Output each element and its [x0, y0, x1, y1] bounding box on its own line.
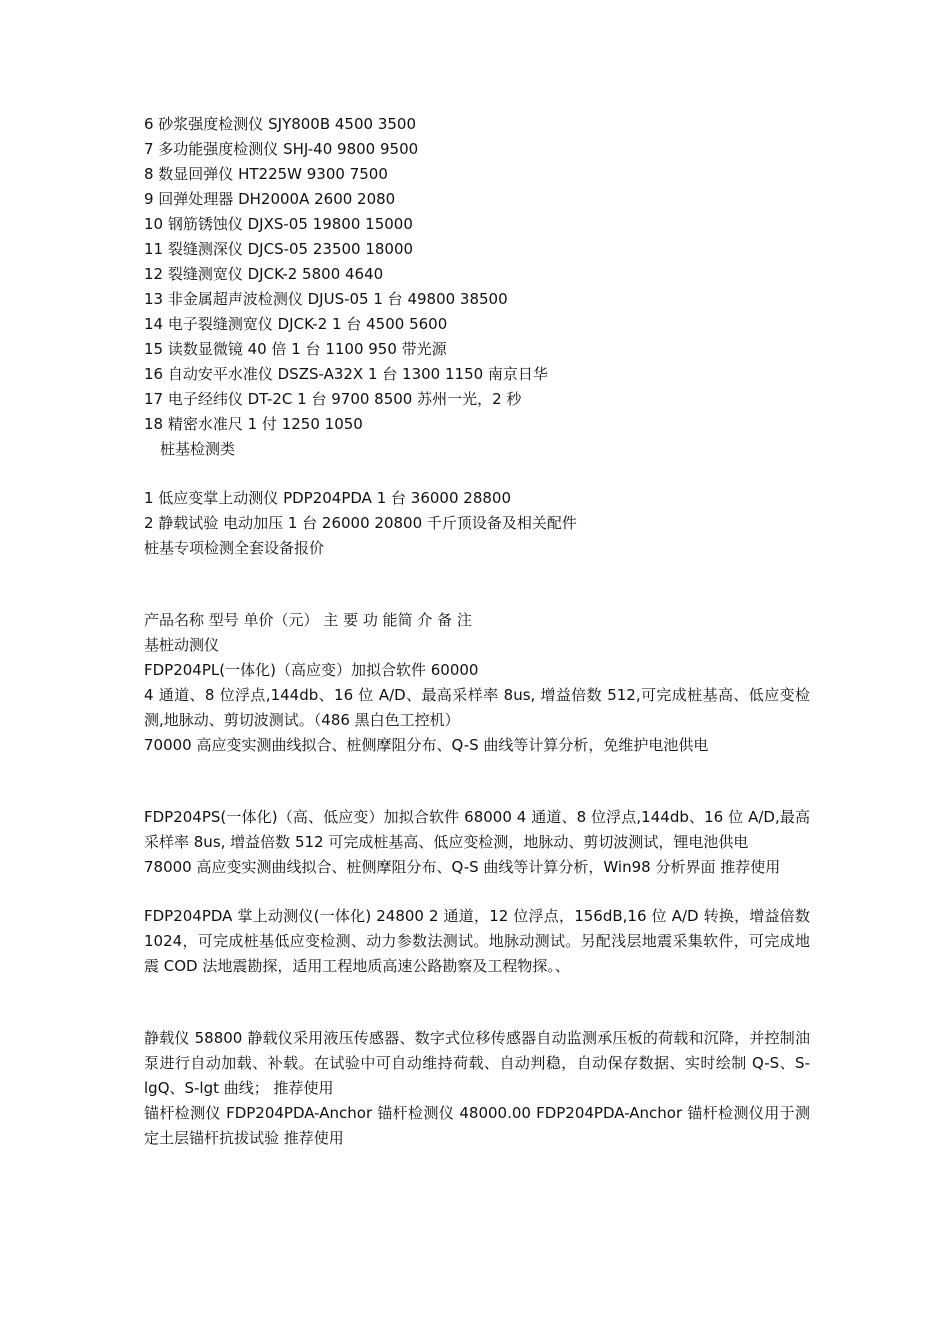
pile-section-title: 桩基检测类	[160, 440, 236, 458]
pile-item: 2 静载试验 电动加压 1 台 26000 20800 千斤顶设备及相关配件	[144, 514, 577, 532]
equipment-item: 12 裂缝测宽仪 DJCK-2 5800 4640	[144, 265, 384, 283]
equipment-item: 16 自动安平水准仪 DSZS-A32X 1 台 1300 1150 南京日华	[144, 365, 548, 383]
anchor-description: 锚杆检测仪 FDP204PDA-Anchor 锚杆检测仪 48000.00 FDP204PDA-Anchor 锚杆检测仪用于测定土层锚杆抗拔试验 推荐使用	[144, 1104, 810, 1147]
equipment-item: 11 裂缝测深仪 DJCS-05 23500 18000	[144, 240, 414, 258]
fdp-pl-description: 4 通道、8 位浮点,144db、16 位 A/D、最高采样率 8us, 增益倍数 512,可完成桩基高、低应变检测,地脉动、剪切波测试。（486 黑白色工控机）	[144, 686, 810, 729]
equipment-item: 15 读数显微镜 40 倍 1 台 1100 950 带光源	[144, 340, 447, 358]
document-page	[144, 112, 810, 1151]
equipment-item: 10 钢筋锈蚀仪 DJXS-05 19800 15000	[144, 215, 413, 233]
fdp-pl-price-note: 70000 高应变实测曲线拟合、桩侧摩阻分布、Q-S 曲线等计算分析，免维护电池供电	[144, 736, 709, 754]
equipment-item: 6 砂浆强度检测仪 SJY800B 4500 3500	[144, 115, 416, 133]
pile-item: 1 低应变掌上动测仪 PDP204PDA 1 台 36000 28800	[144, 489, 511, 507]
fdp-pl-title: FDP204PL(一体化)（高应变）加拟合软件 60000	[144, 661, 479, 679]
table-header: 产品名称 型号 单价（元） 主 要 功 能简 介 备 注	[144, 611, 472, 629]
equipment-item: 8 数显回弹仪 HT225W 9300 7500	[144, 165, 388, 183]
product-name: 基桩动测仪	[144, 636, 220, 654]
pile-quote-title: 桩基专项检测全套设备报价	[144, 539, 325, 557]
equipment-item: 9 回弹处理器 DH2000A 2600 2080	[144, 190, 396, 208]
equipment-item: 17 电子经纬仪 DT-2C 1 台 9700 8500 苏州一光，2 秒	[144, 390, 522, 408]
equipment-item: 7 多功能强度检测仪 SHJ-40 9800 9500	[144, 140, 419, 158]
fdp-ps-price-note: 78000 高应变实测曲线拟合、桩侧摩阻分布、Q-S 曲线等计算分析，Win98 分析界面 推荐使用	[144, 858, 781, 876]
fdp-pda-description: FDP204PDA 掌上动测仪(一体化) 24800 2 通道，12 位浮点，156dB,16 位 A/D 转换，增益倍数 1024，可完成桩基低应变检测、动力参数法测试。地脉动测试。另配浅层地震采集软件，可完成地震 COD 法地震勘探，适用工程地质高速公路勘察及工程物探。、	[144, 907, 810, 975]
equipment-item: 18 精密水准尺 1 付 1250 1050	[144, 415, 363, 433]
equipment-item: 14 电子裂缝测宽仪 DJCK-2 1 台 4500 5600	[144, 315, 448, 333]
fdp-ps-description: FDP204PS(一体化)（高、低应变）加拟合软件 68000 4 通道、8 位浮点,144db、16 位 A/D,最高采样率 8us, 增益倍数 512 可完成桩基高、低应变检测，地脉动、剪切波测试，锂电池供电	[144, 808, 810, 851]
static-load-description: 静载仪 58800 静载仪采用液压传感器、数字式位移传感器自动监测承压板的荷载和沉降，并控制油泵进行自动加载、补载。在试验中可自动维持荷载、自动判稳，自动保存数据、实时绘制 Q-S、S-lgQ、S-lgt 曲线； 推荐使用	[144, 1029, 810, 1097]
equipment-item: 13 非金属超声波检测仪 DJUS-05 1 台 49800 38500	[144, 290, 508, 308]
equipment-list	[144, 112, 810, 437]
